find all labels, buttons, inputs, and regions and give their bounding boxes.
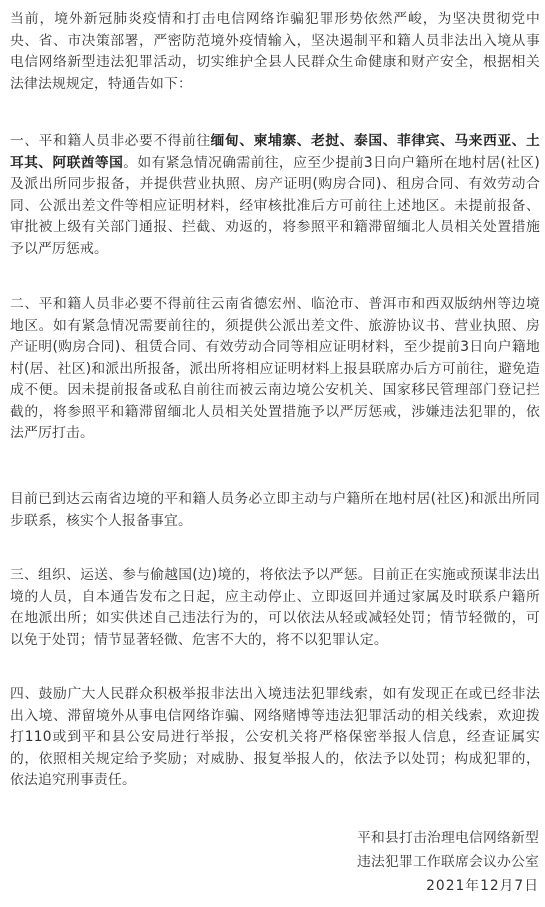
item-1-detail: 。如有紧急情况确需前往，应至少提前3日向户籍所在地村居(社区)及派出所同步报备，并提供营业执照、房产证明(购房合同)、租房合同、有效劳动合同、公派出差文件等相应证明材料，经审核批准后方可前往上述地区。未提前报备、审批被上级有关部门通报、拦截、劝返的，将参照平和籍滞留缅北人员相关处置措施予以严厉惩戒。 bbox=[10, 154, 540, 257]
notice-item-2: 二、平和籍人员非必要不得前往云南省德宏州、临沧市、普洱市和西双版纳州等边境地区。如有紧急情况需要前往的，须提供公派出差文件、旅游协议书、营业执照、房产证明(购房合同)、租赁合同、有效劳动合同等相应证明材料，至少提前3日向户籍地村(居、社区)和派出所报备，派出所将相应证明材料上报县联席办后方可前往，避免造成不便。因未提前报备或私自前往而被云南边境公安机关、国家移民管理部门登记拦截的，将参照平和籍滞留缅北人员相关处置措施予以严厉惩戒，涉嫌违法犯罪的，依法严厉打击。 bbox=[10, 296, 540, 441]
notice-item-1 bbox=[10, 131, 540, 260]
signature-line-2: 违法犯罪工作联席会议办公室 bbox=[357, 854, 539, 870]
item-1-countries: 缅甸、柬埔寨、老挝、泰国、菲律宾、马来西亚、土耳其、阿联酋等国 bbox=[10, 133, 540, 171]
notice-item-2-note: 目前已到达云南省边境的平和籍人员务必立即主动与户籍所在地村居(社区)和派出所同步联系，核实个人报备事宜。 bbox=[10, 491, 540, 529]
item-1-lead: 一、平和籍人员非必要不得前往 bbox=[10, 133, 211, 149]
signature-line-1: 平和县打击治理电信网络新型 bbox=[357, 830, 539, 846]
notice-date: 2021年12月7日 bbox=[426, 878, 539, 894]
notice-item-3: 三、组织、运送、参与偷越国(边)境的，将依法予以严惩。目前正在实施或预谋非法出境的人员，自本通告发布之日起，应主动停止、立即返回并通过家属及时联系户籍所在地派出所；如实供述自己违法行为的，可以依法从轻或减轻处罚；情节轻微的，可以免于处罚；情节显著轻微、危害不大的，将不以犯罪认定。 bbox=[10, 567, 540, 648]
notice-intro: 当前，境外新冠肺炎疫情和打击电信网络诈骗犯罪形势依然严峻，为坚决贯彻党中央、省、市决策部署，严密防范境外疫情输入，坚决遏制平和籍人员非法出入境从事电信网络新型违法犯罪活动，切实维护全县人民群众生命健康和财产安全，根据相关法律法规规定，特通告如下： bbox=[10, 11, 540, 92]
notice-item-4: 四、鼓励广大人民群众积极举报非法出入境违法犯罪线索，如有发现正在或已经非法出入境、滞留境外从事电信网络诈骗、网络赌博等违法犯罪活动的相关线索，欢迎拨打110或到平和县公安局进行举报，公安机关将严格保密举报人信息，经查证属实的，依照相关规定给予奖励；对威胁、报复举报人的，依法予以处罚；构成犯罪的，依法追究刑事责任。 bbox=[10, 686, 540, 788]
